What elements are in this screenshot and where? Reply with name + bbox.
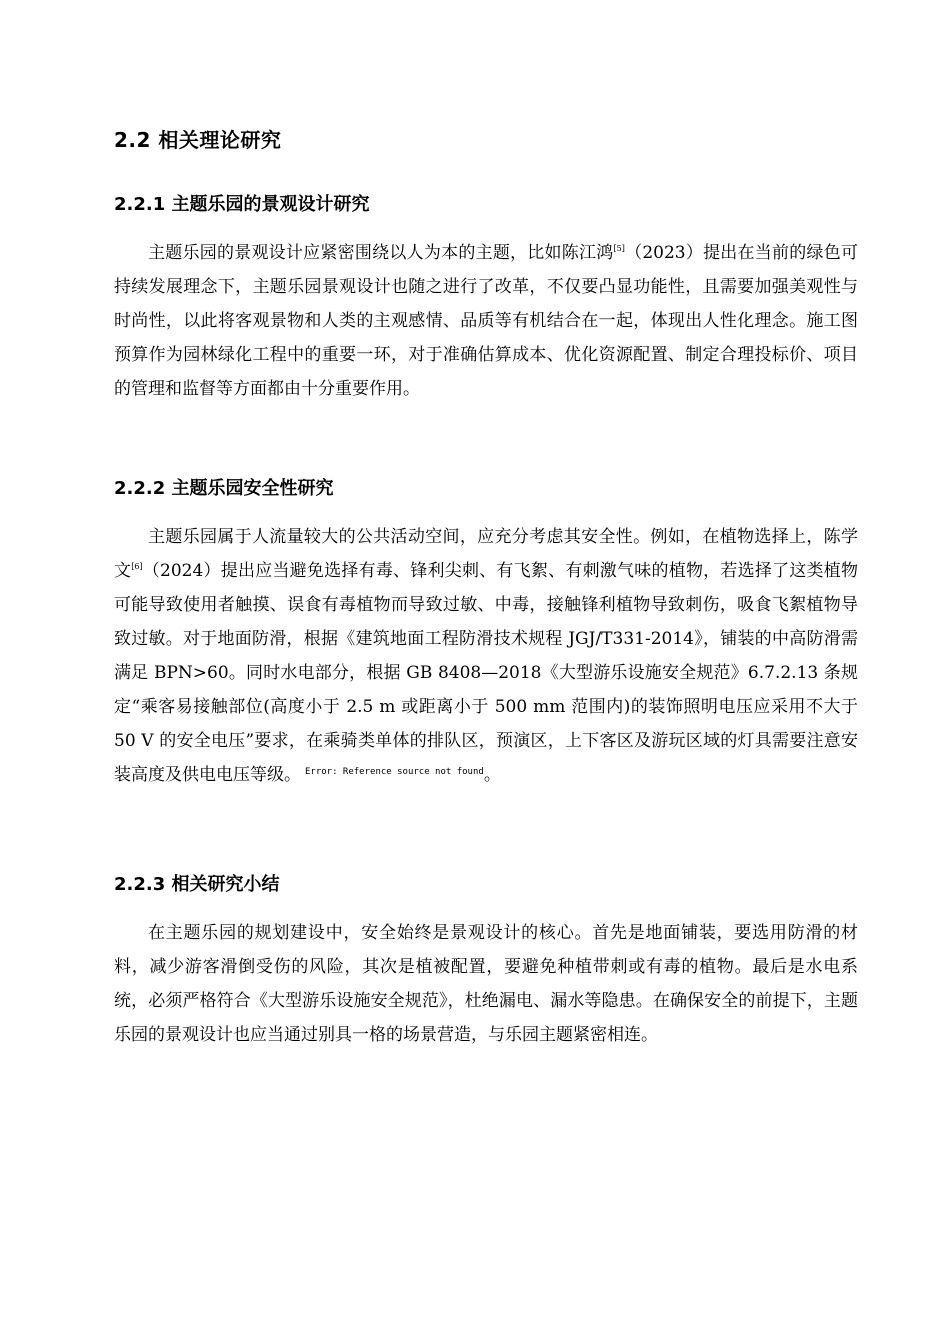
paragraph-text: 主题乐园属于人流量较大的公共活动空间，应充分考虑其安全性。例如，在植物选择上，陈学文 — [114, 527, 858, 581]
reference-error-field: Error: Reference source not found — [305, 767, 484, 777]
paragraph-text: 主题乐园的景观设计应紧密围绕以人为本的主题，比如陈江鸿 — [148, 243, 614, 263]
paragraph-text: （2023）提出在当前的绿色可持续发展理念下，主题乐园景观设计也随之进行了改革，不仅要凸显功能性，且需要加强美观性与时尚性，以此将客观景物和人类的主观感情、品质等有机结合在一起，体现出人性化理念。施工图预算作为园林绿化工程中的重要一环，对于准确估算成本、优化资源配置、制定合理投标价、项目的管理和监督等方面都由十分重要作用。 — [114, 243, 858, 399]
section-heading: 2.2 相关理论研究 — [114, 128, 282, 152]
paragraph-landscape-design — [114, 236, 858, 406]
paragraph-safety — [114, 520, 858, 792]
subsection-heading-safety: 2.2.2 主题乐园安全性研究 — [114, 478, 334, 499]
paragraph-text: （2024）提出应当避免选择有毒、锋利尖刺、有飞絮、有刺激气味的植物，若选择了这类植物可能导致使用者触摸、误食有毒植物而导致过敏、中毒，接触锋利植物导致刺伤，吸食飞絮植物导致过敏。对于地面防滑，根据《建筑地面工程防滑技术规程 JGJ/T331-2014》，铺装的中高防滑需满足 BPN>60。同时水电部分，根据 GB 8408—2018《大型游乐设施安全规范》6.7.2.13 条规定“乘客易接触部位(高度小于 2.5 m 或距离小于 500 mm 范围内)的装饰照明电压应采用不大于 50 V 的安全电压”要求，在乘骑类单体的排队区，预演区，上下客区及游玩区域的灯具需要注意安装高度及供电电压等级。 — [114, 561, 859, 785]
paragraph-trailing-punctuation: 。 — [483, 765, 501, 785]
subsection-heading-summary: 2.2.3 相关研究小结 — [114, 874, 280, 895]
subsection-heading-landscape-design: 2.2.1 主题乐园的景观设计研究 — [114, 194, 370, 215]
paragraph-summary: 在主题乐园的规划建设中，安全始终是景观设计的核心。首先是地面铺装，要选用防滑的材料，减少游客滑倒受伤的风险，其次是植被配置，要避免种植带刺或有毒的植物。最后是水电系统，必须严格符合《大型游乐设施安全规范》，杜绝漏电、漏水等隐患。在确保安全的前提下，主题乐园的景观设计也应当通过别具一格的场景营造，与乐园主题紧密相连。 — [114, 923, 858, 1045]
citation-reference[interactable]: [5] — [613, 244, 625, 253]
citation-reference[interactable]: [6] — [131, 562, 143, 571]
